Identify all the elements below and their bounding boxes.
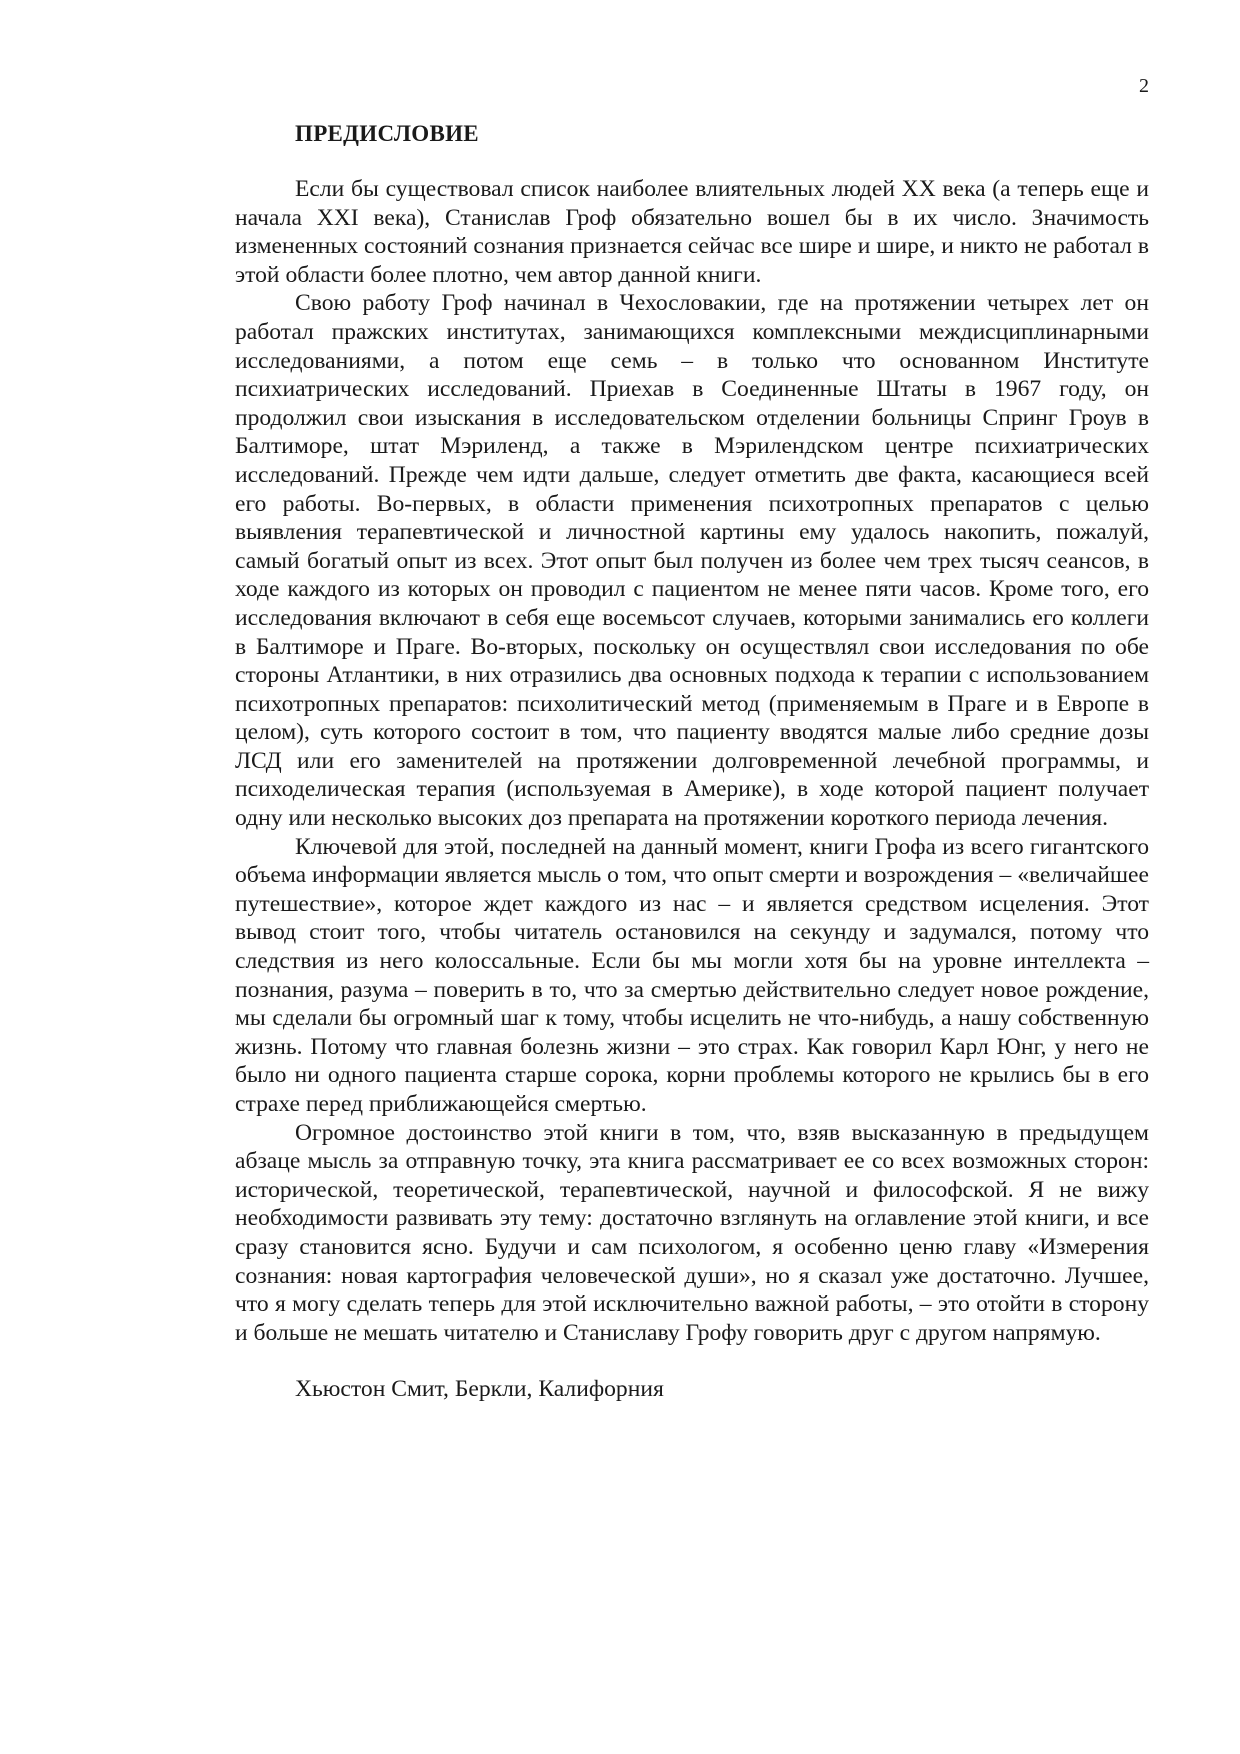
paragraph-1: Если бы существовал список наиболее влиятельных людей XX века (а теперь еще и начала XXI века), Станислав Гроф обязательно вошел бы в их число. Значимость измененных состояний сознания признается сейчас все шире и шире, и никто не работал в этой области более плотно, чем автор данной книги. <box>235 176 1149 288</box>
author-signature: Хьюстон Смит, Беркли, Калифорния <box>295 1376 664 1403</box>
page-number: 2 <box>1139 75 1149 97</box>
document-body <box>235 120 1149 1404</box>
paragraph-3: Ключевой для этой, последней на данный момент, книги Грофа из всего гигантского объема информации является мысль о том, что опыт смерти и возрождения – «величайшее путешествие», которое ждет каждого из нас – и является средством исцеления. Этот вывод стоит того, чтобы читатель остановился на секунду и задумался, потому что следствия из него колоссальные. Если бы мы могли хотя бы на уровне интеллекта – познания, разума – поверить в то, что за смертью действительно следует новое рождение, мы сделали бы огромный шаг к тому, чтобы исцелить не что-нибудь, а нашу собственную жизнь. Потому что главная болезнь жизни – это страх. Как говорил Карл Юнг, у него не было ни одного пациента старше сорока, корни проблемы которого не крылись бы в его страхе перед приближающейся смертью. <box>235 833 1149 1117</box>
section-heading: ПРЕДИСЛОВИЕ <box>295 121 479 146</box>
paragraph-2: Свою работу Гроф начинал в Чехословакии, где на протяжении четырех лет он работал пражских институтах, занимающихся комплексными междисциплинарными исследованиями, а потом еще семь – в только что основанном Институте психиатрических исследований. Приехав в Соединенные Штаты в 1967 году, он продолжил свои изыскания в исследовательском отделении больницы Спринг Гроув в Балтиморе, штат Мэриленд, а также в Мэрилендском центре психиатрических исследований. Прежде чем идти дальше, следует отметить две факта, касающиеся всей его работы. Во-первых, в области применения психотропных препаратов с целью выявления терапевтической и личностной картины ему удалось накопить, пожалуй, самый богатый опыт из всех. Этот опыт был получен из более чем трех тысяч сеансов, в ходе каждого из которых он проводил с пациентом не менее пяти часов. Кроме того, его исследования включают в себя еще восемьсот случаев, которыми занимались его коллеги в Балтиморе и Праге. Во-вторых, поскольку он осуществлял свои исследования по обе стороны Атлантики, в них отразились два основных подхода к терапии с использованием психотропных препаратов: психолитический метод (применяемым в Праге и в Европе в целом), суть которого состоит в том, что пациенту вводятся малые либо средние дозы ЛСД или его заменителей на протяжении долговременной лечебной программы, и психоделическая терапия (используемая в Америке), в ходе которой пациент получает одну или несколько высоких доз препарата на протяжении короткого периода лечения. <box>235 290 1149 832</box>
paragraph-4: Огромное достоинство этой книги в том, что, взяв высказанную в предыдущем абзаце мысль за отправную точку, эта книга рассматривает ее со всех возможных сторон: исторической, теоретической, терапевтической, научной и философской. Я не вижу необходимости развивать эту тему: достаточно взглянуть на оглавление этой книги, и все сразу становится ясно. Будучи и сам психологом, я особенно ценю главу «Измерения сознания: новая картография человеческой души», но я сказал уже достаточно. Лучшее, что я могу сделать теперь для этой исключительно важной работы, – это отойти в сторону и больше не мешать читателю и Станиславу Грофу говорить друг с другом напрямую. <box>235 1119 1149 1346</box>
